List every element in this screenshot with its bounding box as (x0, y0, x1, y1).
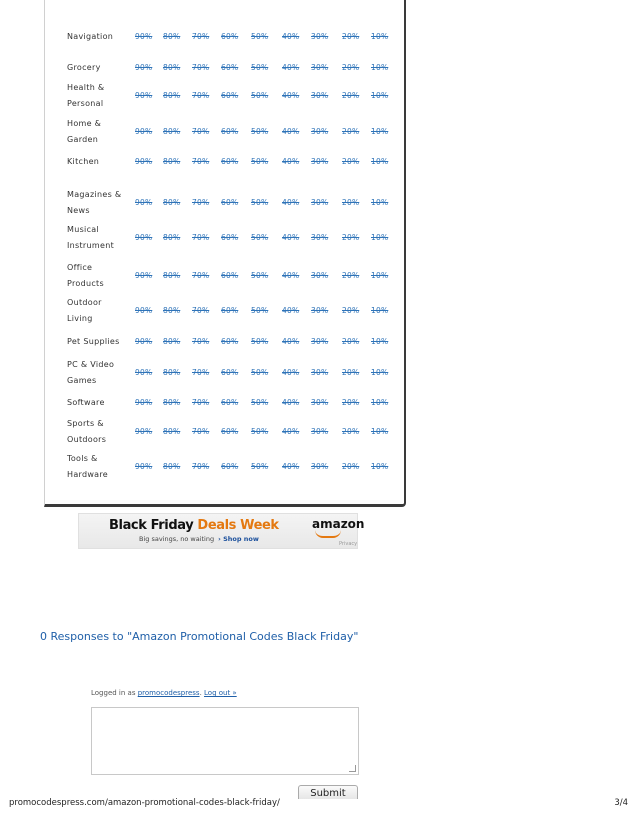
discount-link[interactable]: 60% (221, 198, 239, 207)
discount-link[interactable]: 50% (251, 306, 269, 315)
discount-link[interactable]: 80% (163, 63, 181, 72)
discount-link[interactable]: 40% (282, 306, 300, 315)
category-label-line: Instrument (67, 241, 115, 250)
footer-url: promocodespress.com/amazon-promotional-codes-black-friday/ (9, 798, 280, 808)
category-label-line: Personal (67, 99, 104, 108)
category-label (67, 451, 129, 483)
responses-heading: 0 Responses to "Amazon Promotional Codes Black Friday" (40, 630, 359, 643)
discount-link[interactable]: 10% (371, 127, 389, 136)
discount-link[interactable]: 20% (342, 271, 360, 280)
discount-link[interactable]: 10% (371, 337, 389, 346)
discount-link[interactable]: 90% (135, 337, 153, 346)
discount-link[interactable]: 50% (251, 91, 269, 100)
discount-link[interactable]: 30% (311, 157, 329, 166)
category-label-line: Office (67, 263, 93, 272)
discount-link[interactable]: 70% (192, 306, 210, 315)
discount-link[interactable]: 90% (135, 462, 153, 471)
discount-link[interactable]: 60% (221, 233, 239, 242)
discount-link[interactable]: 20% (342, 198, 360, 207)
discount-link[interactable]: 70% (192, 271, 210, 280)
discount-link[interactable]: 90% (135, 271, 153, 280)
discount-link[interactable]: 70% (192, 91, 210, 100)
ad-subtitle (139, 535, 259, 543)
discount-link[interactable]: 60% (221, 306, 239, 315)
discount-link[interactable]: 10% (371, 462, 389, 471)
discount-link[interactable]: 80% (163, 198, 181, 207)
discount-link[interactable]: 80% (163, 32, 181, 41)
discount-link[interactable]: 20% (342, 337, 360, 346)
discount-link[interactable]: 60% (221, 337, 239, 346)
discount-link[interactable]: 90% (135, 127, 153, 136)
discount-link[interactable]: 90% (135, 198, 153, 207)
discount-link[interactable]: 40% (282, 398, 300, 407)
discount-link[interactable]: 70% (192, 127, 210, 136)
discount-link[interactable]: 70% (192, 198, 210, 207)
discount-link[interactable]: 80% (163, 337, 181, 346)
category-label-line: Software (67, 398, 105, 407)
discount-link[interactable]: 80% (163, 306, 181, 315)
category-label (67, 357, 129, 389)
category-label-line: Outdoor (67, 298, 102, 307)
category-label-line: Pet Supplies (67, 337, 120, 346)
discount-link[interactable]: 30% (311, 127, 329, 136)
discount-link[interactable]: 60% (221, 32, 239, 41)
discount-link[interactable]: 90% (135, 368, 153, 377)
category-label (67, 154, 129, 170)
discount-link[interactable]: 70% (192, 427, 210, 436)
discount-link[interactable]: 50% (251, 32, 269, 41)
discount-link[interactable]: 90% (135, 427, 153, 436)
discount-link[interactable]: 50% (251, 427, 269, 436)
discount-link[interactable]: 60% (221, 271, 239, 280)
logged-in-separator: . (199, 689, 205, 697)
discount-link[interactable]: 30% (311, 233, 329, 242)
discount-link[interactable]: 90% (135, 306, 153, 315)
discount-link[interactable]: 10% (371, 198, 389, 207)
discount-link[interactable]: 40% (282, 233, 300, 242)
discount-link[interactable]: 10% (371, 427, 389, 436)
discount-link[interactable]: 30% (311, 271, 329, 280)
discount-link[interactable]: 10% (371, 306, 389, 315)
category-label-line: Magazines & (67, 190, 122, 199)
category-label (67, 334, 129, 350)
discount-link[interactable]: 30% (311, 427, 329, 436)
discount-link[interactable]: 70% (192, 368, 210, 377)
discount-link[interactable]: 20% (342, 398, 360, 407)
discount-link[interactable]: 10% (371, 368, 389, 377)
discount-link[interactable]: 40% (282, 337, 300, 346)
category-label (67, 60, 129, 76)
discount-link[interactable]: 80% (163, 427, 181, 436)
discount-table (44, 0, 406, 507)
discount-link[interactable]: 80% (163, 398, 181, 407)
discount-link[interactable]: 40% (282, 157, 300, 166)
logout-link[interactable]: Log out » (204, 689, 237, 697)
discount-link[interactable]: 70% (192, 32, 210, 41)
username-link[interactable]: promocodespress (137, 689, 200, 697)
category-label-line: Grocery (67, 63, 101, 72)
discount-link[interactable]: 20% (342, 462, 360, 471)
discount-link[interactable]: 30% (311, 337, 329, 346)
category-label (67, 295, 129, 327)
resize-grip-icon[interactable] (349, 765, 356, 772)
discount-link[interactable]: 20% (342, 127, 360, 136)
discount-link[interactable]: 20% (342, 368, 360, 377)
discount-link[interactable]: 70% (192, 233, 210, 242)
discount-link[interactable]: 10% (371, 233, 389, 242)
category-label (67, 116, 129, 148)
discount-link[interactable]: 40% (282, 63, 300, 72)
category-label-line: Musical (67, 225, 99, 234)
category-label-line: Living (67, 314, 93, 323)
discount-link[interactable]: 50% (251, 368, 269, 377)
discount-link[interactable]: 50% (251, 198, 269, 207)
discount-link[interactable]: 30% (311, 462, 329, 471)
category-label-line: Home & (67, 119, 102, 128)
discount-link[interactable]: 50% (251, 233, 269, 242)
logged-in-prefix: Logged in as (91, 689, 138, 697)
category-label-line: Products (67, 279, 104, 288)
discount-link[interactable]: 30% (311, 306, 329, 315)
discount-link[interactable]: 30% (311, 63, 329, 72)
category-label (67, 187, 129, 219)
discount-link[interactable]: 30% (311, 198, 329, 207)
category-label (67, 80, 129, 112)
ad-shop-now-link[interactable]: › Shop now (218, 535, 259, 543)
discount-link[interactable]: 10% (371, 271, 389, 280)
discount-link[interactable]: 40% (282, 427, 300, 436)
discount-link[interactable]: 80% (163, 462, 181, 471)
discount-link[interactable]: 40% (282, 198, 300, 207)
discount-link[interactable]: 60% (221, 462, 239, 471)
discount-link[interactable]: 80% (163, 233, 181, 242)
discount-link[interactable]: 40% (282, 127, 300, 136)
category-label (67, 222, 129, 254)
discount-link[interactable]: 70% (192, 337, 210, 346)
category-label-line: PC & Video (67, 360, 115, 369)
discount-link[interactable]: 60% (221, 157, 239, 166)
discount-link[interactable]: 20% (342, 91, 360, 100)
discount-link[interactable]: 60% (221, 91, 239, 100)
discount-link[interactable]: 20% (342, 427, 360, 436)
discount-link[interactable]: 40% (282, 368, 300, 377)
discount-link[interactable]: 40% (282, 271, 300, 280)
discount-link[interactable]: 10% (371, 32, 389, 41)
discount-link[interactable]: 20% (342, 157, 360, 166)
discount-link[interactable]: 80% (163, 157, 181, 166)
discount-link[interactable]: 70% (192, 462, 210, 471)
discount-link[interactable]: 50% (251, 63, 269, 72)
discount-link[interactable]: 60% (221, 427, 239, 436)
category-label-line: Health & (67, 83, 105, 92)
ad-privacy-link[interactable]: Privacy (339, 541, 358, 547)
discount-link[interactable]: 50% (251, 337, 269, 346)
discount-link[interactable]: 90% (135, 32, 153, 41)
discount-link[interactable]: 70% (192, 157, 210, 166)
discount-link[interactable]: 90% (135, 233, 153, 242)
ad-subtitle-text: Big savings, no waiting (139, 535, 215, 543)
discount-link[interactable]: 10% (371, 398, 389, 407)
amazon-smile-icon (315, 530, 341, 538)
category-label (67, 416, 129, 448)
discount-link[interactable]: 80% (163, 127, 181, 136)
category-label-line: Hardware (67, 470, 109, 479)
discount-link[interactable]: 50% (251, 157, 269, 166)
discount-link[interactable]: 90% (135, 63, 153, 72)
discount-link[interactable]: 50% (251, 398, 269, 407)
category-label-line: News (67, 206, 90, 215)
category-label (67, 29, 129, 45)
discount-link[interactable]: 60% (221, 368, 239, 377)
discount-link[interactable]: 50% (251, 271, 269, 280)
discount-link[interactable]: 80% (163, 91, 181, 100)
discount-link[interactable]: 40% (282, 32, 300, 41)
amazon-logo: amazon (312, 517, 365, 531)
discount-link[interactable]: 20% (342, 233, 360, 242)
category-label-line: Kitchen (67, 157, 100, 166)
discount-link[interactable]: 60% (221, 63, 239, 72)
discount-link[interactable]: 10% (371, 157, 389, 166)
category-label-line: Games (67, 376, 97, 385)
category-label-line: Sports & (67, 419, 104, 428)
logged-in-line (91, 689, 237, 697)
discount-link[interactable]: 30% (311, 32, 329, 41)
discount-link[interactable]: 60% (221, 398, 239, 407)
discount-link[interactable]: 70% (192, 63, 210, 72)
discount-link[interactable]: 40% (282, 91, 300, 100)
category-label-line: Navigation (67, 32, 114, 41)
discount-link[interactable]: 80% (163, 271, 181, 280)
category-label-line: Garden (67, 135, 99, 144)
discount-link[interactable]: 30% (311, 398, 329, 407)
category-label-line: Outdoors (67, 435, 107, 444)
discount-link[interactable]: 70% (192, 398, 210, 407)
black-friday-ad-banner[interactable] (78, 513, 365, 549)
category-label-line: Tools & (67, 454, 98, 463)
discount-link[interactable]: 30% (311, 91, 329, 100)
submit-button[interactable]: Submit (298, 785, 358, 799)
footer-page-number: 3/4 (614, 798, 628, 808)
category-label (67, 260, 129, 292)
discount-link[interactable]: 50% (251, 127, 269, 136)
ad-title-highlight: Deals Week (197, 518, 279, 533)
discount-link[interactable]: 90% (135, 91, 153, 100)
discount-link[interactable]: 40% (282, 462, 300, 471)
discount-link[interactable]: 60% (221, 127, 239, 136)
discount-link[interactable]: 80% (163, 368, 181, 377)
ad-title (109, 518, 279, 533)
discount-link[interactable]: 20% (342, 63, 360, 72)
discount-link[interactable]: 90% (135, 398, 153, 407)
discount-link[interactable]: 30% (311, 368, 329, 377)
discount-link[interactable]: 10% (371, 63, 389, 72)
discount-link[interactable]: 10% (371, 91, 389, 100)
ad-title-part: Black Friday (109, 518, 198, 533)
comment-textarea[interactable] (91, 707, 359, 775)
discount-link[interactable]: 20% (342, 306, 360, 315)
discount-link[interactable]: 20% (342, 32, 360, 41)
discount-link[interactable]: 50% (251, 462, 269, 471)
discount-link[interactable]: 90% (135, 157, 153, 166)
category-label (67, 395, 129, 411)
